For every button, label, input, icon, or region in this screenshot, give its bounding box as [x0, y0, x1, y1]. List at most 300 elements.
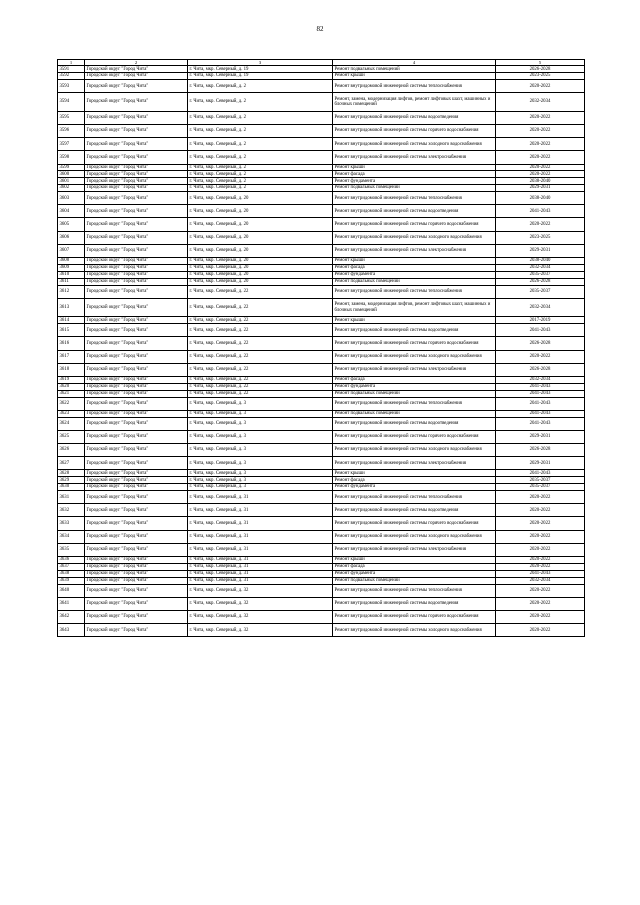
period-cell: 2032-2034 [496, 577, 585, 584]
period-cell: 2020-2022 [496, 491, 585, 504]
address-cell: г. Чита, мкр. Северный, д. 3 [188, 397, 333, 410]
address-cell: г. Чита, мкр. Северный, д. 19 [188, 66, 333, 73]
row-number-cell: 3611 [58, 278, 85, 285]
period-cell: 2020-2022 [496, 350, 585, 363]
address-cell: г. Чита, мкр. Северный, д. 31 [188, 570, 333, 577]
address-cell: г. Чита, мкр. Северный, д. 2 [188, 178, 333, 185]
table-row [58, 584, 585, 597]
period-cell: 2032-2034 [496, 376, 585, 383]
work-type-cell: Ремонт внутридомовой инженерной системы водоотведения [333, 205, 496, 218]
period-cell: 2032-2034 [496, 93, 585, 112]
row-number-cell: 3630 [58, 484, 85, 491]
row-number-cell: 3601 [58, 178, 85, 185]
table-row [58, 164, 585, 171]
municipality-cell: Городской округ "Город Чита" [85, 470, 188, 477]
municipality-cell: Городской округ "Город Чита" [85, 178, 188, 185]
municipality-cell: Городской округ "Город Чита" [85, 258, 188, 265]
municipality-cell: Городской округ "Город Чита" [85, 324, 188, 337]
municipality-cell: Городской округ "Город Чита" [85, 563, 188, 570]
table-row [58, 363, 585, 376]
table-row [58, 317, 585, 324]
row-number-cell: 3605 [58, 218, 85, 231]
period-cell: 2029-2031 [496, 457, 585, 470]
row-number-cell: 3595 [58, 111, 85, 124]
address-cell: г. Чита, мкр. Северный, д. 3 [188, 477, 333, 484]
municipality-cell: Городской округ "Город Чита" [85, 298, 188, 317]
period-cell: 2020-2022 [496, 584, 585, 597]
work-type-cell: Ремонт подвальных помещений [333, 390, 496, 397]
table-row [58, 417, 585, 430]
row-number-cell: 3593 [58, 80, 85, 93]
address-cell: г. Чита, мкр. Северный, д. 22 [188, 324, 333, 337]
address-cell: г. Чита, мкр. Северный, д. 22 [188, 317, 333, 324]
row-number-cell: 3635 [58, 543, 85, 556]
municipality-cell: Городской округ "Город Чита" [85, 624, 188, 637]
municipality-cell: Городской округ "Город Чита" [85, 517, 188, 530]
municipality-cell: Городской округ "Город Чита" [85, 350, 188, 363]
municipality-cell: Городской округ "Город Чита" [85, 231, 188, 244]
municipality-cell: Городской округ "Город Чита" [85, 530, 188, 543]
table-row [58, 244, 585, 257]
period-cell: 2041-2043 [496, 470, 585, 477]
municipality-cell: Городской округ "Город Чита" [85, 111, 188, 124]
row-number-cell: 3641 [58, 597, 85, 610]
work-type-cell: Ремонт внутридомовой инженерной системы теплоснабжения [333, 192, 496, 205]
row-number-cell: 3606 [58, 231, 85, 244]
table-row [58, 390, 585, 397]
work-type-cell: Ремонт крыши [333, 164, 496, 171]
address-cell: г. Чита, мкр. Северный, д. 20 [188, 244, 333, 257]
municipality-cell: Городской округ "Город Чита" [85, 271, 188, 278]
work-type-cell: Ремонт, замена, модернизация лифтов, ремонт лифтовых шахт, машинных и блочных помещений [333, 93, 496, 112]
address-cell: г. Чита, мкр. Северный, д. 2 [188, 124, 333, 137]
table-row [58, 124, 585, 137]
period-cell: 2020-2022 [496, 530, 585, 543]
row-number-cell: 3621 [58, 390, 85, 397]
period-cell: 2020-2022 [496, 138, 585, 151]
address-cell: г. Чита, мкр. Северный, д. 32 [188, 624, 333, 637]
work-type-cell: Ремонт фундамента [333, 570, 496, 577]
municipality-cell: Городской округ "Город Чита" [85, 317, 188, 324]
work-type-cell: Ремонт внутридомовой инженерной системы горячего водоснабжения [333, 517, 496, 530]
row-number-cell: 3639 [58, 577, 85, 584]
work-type-cell: Ремонт внутридомовой инженерной системы холодного водоснабжения [333, 231, 496, 244]
row-number-cell: 3618 [58, 363, 85, 376]
row-number-cell: 3604 [58, 205, 85, 218]
period-cell: 2035-2037 [496, 285, 585, 298]
municipality-cell: Городской округ "Город Чита" [85, 504, 188, 517]
address-cell: г. Чита, мкр. Северный, д. 22 [188, 390, 333, 397]
table-row [58, 185, 585, 192]
address-cell: г. Чита, мкр. Северный, д. 22 [188, 376, 333, 383]
row-number-cell: 3609 [58, 264, 85, 271]
table-row [58, 66, 585, 73]
table-row [58, 376, 585, 383]
address-cell: г. Чита, мкр. Северный, д. 20 [188, 205, 333, 218]
municipality-cell: Городской округ "Город Чита" [85, 570, 188, 577]
table-row [58, 477, 585, 484]
address-cell: г. Чита, мкр. Северный, д. 3 [188, 430, 333, 443]
row-number-cell: 3615 [58, 324, 85, 337]
period-cell: 2023-2025 [496, 73, 585, 80]
municipality-cell: Городской округ "Город Чита" [85, 363, 188, 376]
work-type-cell: Ремонт внутридомовой инженерной системы электроснабжения [333, 363, 496, 376]
address-cell: г. Чита, мкр. Северный, д. 31 [188, 563, 333, 570]
row-number-cell: 3638 [58, 570, 85, 577]
period-cell: 2038-2040 [496, 192, 585, 205]
table-row [58, 138, 585, 151]
municipality-cell: Городской округ "Город Чита" [85, 171, 188, 178]
row-number-cell: 3598 [58, 151, 85, 164]
municipality-cell: Городской округ "Город Чита" [85, 73, 188, 80]
row-number-cell: 3617 [58, 350, 85, 363]
work-type-cell: Ремонт фундамента [333, 271, 496, 278]
row-number-cell: 3620 [58, 383, 85, 390]
address-cell: г. Чита, мкр. Северный, д. 31 [188, 491, 333, 504]
period-cell: 2038-2040 [496, 258, 585, 265]
work-type-cell: Ремонт внутридомовой инженерной системы электроснабжения [333, 151, 496, 164]
work-type-cell: Ремонт крыши [333, 317, 496, 324]
table-row [58, 337, 585, 350]
period-cell: 2041-2043 [496, 205, 585, 218]
period-cell: 2020-2022 [496, 557, 585, 564]
address-cell: г. Чита, мкр. Северный, д. 3 [188, 410, 333, 417]
municipality-cell: Городской округ "Город Чита" [85, 164, 188, 171]
row-number-cell: 3596 [58, 124, 85, 137]
table-row [58, 111, 585, 124]
table-row [58, 73, 585, 80]
work-type-cell: Ремонт, замена, модернизация лифтов, ремонт лифтовых шахт, машинных и блочных помещений [333, 298, 496, 317]
period-cell: 2020-2022 [496, 218, 585, 231]
work-type-cell: Ремонт крыши [333, 470, 496, 477]
work-type-cell: Ремонт фундамента [333, 178, 496, 185]
address-cell: г. Чита, мкр. Северный, д. 19 [188, 73, 333, 80]
work-type-cell: Ремонт фасада [333, 264, 496, 271]
municipality-cell: Городской округ "Город Чита" [85, 557, 188, 564]
period-cell: 2026-2028 [496, 363, 585, 376]
period-cell: 2041-2043 [496, 417, 585, 430]
row-number-cell: 3637 [58, 563, 85, 570]
table-row [58, 80, 585, 93]
period-cell: 2020-2022 [496, 543, 585, 556]
period-cell: 2029-2031 [496, 244, 585, 257]
row-number-cell: 3591 [58, 66, 85, 73]
municipality-cell: Городской округ "Город Чита" [85, 264, 188, 271]
period-cell: 2020-2022 [496, 610, 585, 623]
row-number-cell: 3600 [58, 171, 85, 178]
table-row [58, 504, 585, 517]
address-cell: г. Чита, мкр. Северный, д. 32 [188, 584, 333, 597]
table-row [58, 543, 585, 556]
period-cell: 2041-2043 [496, 397, 585, 410]
municipality-cell: Городской округ "Город Чита" [85, 457, 188, 470]
municipality-cell: Городской округ "Город Чита" [85, 597, 188, 610]
row-number-cell: 3631 [58, 491, 85, 504]
work-type-cell: Ремонт внутридомовой инженерной системы электроснабжения [333, 457, 496, 470]
address-cell: г. Чита, мкр. Северный, д. 2 [188, 93, 333, 112]
row-number-cell: 3640 [58, 584, 85, 597]
row-number-cell: 3610 [58, 271, 85, 278]
period-cell: 2038-2040 [496, 178, 585, 185]
row-number-cell: 3603 [58, 192, 85, 205]
table-row [58, 278, 585, 285]
work-type-cell: Ремонт фасада [333, 563, 496, 570]
row-number-cell: 3636 [58, 557, 85, 564]
municipality-cell: Городской округ "Город Чита" [85, 151, 188, 164]
table-row [58, 324, 585, 337]
municipality-cell: Городской округ "Город Чита" [85, 383, 188, 390]
address-cell: г. Чита, мкр. Северный, д. 20 [188, 271, 333, 278]
table-row [58, 610, 585, 623]
row-number-cell: 3628 [58, 470, 85, 477]
address-cell: г. Чита, мкр. Северный, д. 2 [188, 151, 333, 164]
address-cell: г. Чита, мкр. Северный, д. 3 [188, 417, 333, 430]
table-row [58, 410, 585, 417]
work-type-cell: Ремонт фундамента [333, 484, 496, 491]
municipality-cell: Городской округ "Город Чита" [85, 376, 188, 383]
period-cell: 2020-2022 [496, 80, 585, 93]
address-cell: г. Чита, мкр. Северный, д. 3 [188, 484, 333, 491]
address-cell: г. Чита, мкр. Северный, д. 31 [188, 504, 333, 517]
table-row [58, 444, 585, 457]
address-cell: г. Чита, мкр. Северный, д. 20 [188, 218, 333, 231]
work-type-cell: Ремонт внутридомовой инженерной системы водоотведения [333, 417, 496, 430]
table-row [58, 192, 585, 205]
period-cell: 2041-2043 [496, 324, 585, 337]
row-number-cell: 3627 [58, 457, 85, 470]
municipality-cell: Городской округ "Город Чита" [85, 80, 188, 93]
work-type-cell: Ремонт внутридомовой инженерной системы горячего водоснабжения [333, 124, 496, 137]
row-number-cell: 3625 [58, 430, 85, 443]
work-type-cell: Ремонт внутридомовой инженерной системы водоотведения [333, 111, 496, 124]
municipality-cell: Городской округ "Город Чита" [85, 185, 188, 192]
address-cell: г. Чита, мкр. Северный, д. 3 [188, 457, 333, 470]
row-number-cell: 3619 [58, 376, 85, 383]
work-type-cell: Ремонт внутридомовой инженерной системы холодного водоснабжения [333, 350, 496, 363]
row-number-cell: 3633 [58, 517, 85, 530]
work-type-cell: Ремонт крыши [333, 73, 496, 80]
municipality-cell: Городской округ "Город Чита" [85, 192, 188, 205]
table-row [58, 178, 585, 185]
address-cell: г. Чита, мкр. Северный, д. 2 [188, 171, 333, 178]
period-cell: 2020-2022 [496, 597, 585, 610]
work-type-cell: Ремонт фундамента [333, 383, 496, 390]
table-row [58, 298, 585, 317]
municipality-cell: Городской округ "Город Чита" [85, 577, 188, 584]
table-row [58, 491, 585, 504]
table-row [58, 624, 585, 637]
table-row [58, 205, 585, 218]
row-number-cell: 3599 [58, 164, 85, 171]
address-cell: г. Чита, мкр. Северный, д. 3 [188, 444, 333, 457]
period-cell: 2020-2022 [496, 171, 585, 178]
work-type-cell: Ремонт крыши [333, 557, 496, 564]
column-header: 3 [188, 60, 333, 66]
period-cell: 2029-2031 [496, 185, 585, 192]
period-cell: 2029-2031 [496, 430, 585, 443]
address-cell: г. Чита, мкр. Северный, д. 31 [188, 557, 333, 564]
work-type-cell: Ремонт внутридомовой инженерной системы теплоснабжения [333, 285, 496, 298]
municipality-cell: Городской округ "Город Чита" [85, 477, 188, 484]
address-cell: г. Чита, мкр. Северный, д. 3 [188, 470, 333, 477]
table-row [58, 470, 585, 477]
municipality-cell: Городской округ "Город Чита" [85, 417, 188, 430]
work-type-cell: Ремонт внутридомовой инженерной системы водоотведения [333, 324, 496, 337]
work-type-cell: Ремонт внутридомовой инженерной системы водоотведения [333, 597, 496, 610]
period-cell: 2035-2037 [496, 271, 585, 278]
row-number-cell: 3623 [58, 410, 85, 417]
table-row [58, 171, 585, 178]
table-row [58, 397, 585, 410]
row-number-cell: 3592 [58, 73, 85, 80]
municipality-cell: Городской округ "Город Чита" [85, 218, 188, 231]
page-number: 82 [316, 25, 324, 33]
address-cell: г. Чита, мкр. Северный, д. 22 [188, 350, 333, 363]
period-cell: 2041-2043 [496, 383, 585, 390]
row-number-cell: 3642 [58, 610, 85, 623]
work-type-cell: Ремонт внутридомовой инженерной системы теплоснабжения [333, 80, 496, 93]
municipality-cell: Городской округ "Город Чита" [85, 93, 188, 112]
work-type-cell: Ремонт внутридомовой инженерной системы электроснабжения [333, 543, 496, 556]
period-cell: 2020-2022 [496, 624, 585, 637]
row-number-cell: 3624 [58, 417, 85, 430]
period-cell: 2020-2022 [496, 164, 585, 171]
municipality-cell: Городской округ "Город Чита" [85, 584, 188, 597]
row-number-cell: 3612 [58, 285, 85, 298]
municipality-cell: Городской округ "Город Чита" [85, 205, 188, 218]
period-cell: 2020-2022 [496, 517, 585, 530]
address-cell: г. Чита, мкр. Северный, д. 20 [188, 258, 333, 265]
municipality-cell: Городской округ "Город Чита" [85, 543, 188, 556]
column-header: 4 [333, 60, 496, 66]
work-type-cell: Ремонт внутридомовой инженерной системы холодного водоснабжения [333, 530, 496, 543]
municipality-cell: Городской округ "Город Чита" [85, 244, 188, 257]
period-cell: 2020-2022 [496, 563, 585, 570]
address-cell: г. Чита, мкр. Северный, д. 20 [188, 231, 333, 244]
municipality-cell: Городской округ "Город Чита" [85, 444, 188, 457]
table-row [58, 563, 585, 570]
work-type-cell: Ремонт внутридомовой инженерной системы водоотведения [333, 504, 496, 517]
table-row [58, 258, 585, 265]
address-cell: г. Чита, мкр. Северный, д. 2 [188, 111, 333, 124]
address-cell: г. Чита, мкр. Северный, д. 22 [188, 298, 333, 317]
period-cell: 2041-2043 [496, 390, 585, 397]
period-cell: 2020-2022 [496, 124, 585, 137]
table-row [58, 383, 585, 390]
address-cell: г. Чита, мкр. Северный, д. 32 [188, 597, 333, 610]
municipality-cell: Городской округ "Город Чита" [85, 491, 188, 504]
address-cell: г. Чита, мкр. Северный, д. 2 [188, 185, 333, 192]
table-row [58, 430, 585, 443]
row-number-cell: 3616 [58, 337, 85, 350]
row-number-cell: 3614 [58, 317, 85, 324]
address-cell: г. Чита, мкр. Северный, д. 32 [188, 610, 333, 623]
period-cell: 2020-2022 [496, 111, 585, 124]
address-cell: г. Чита, мкр. Северный, д. 20 [188, 192, 333, 205]
municipality-cell: Городской округ "Город Чита" [85, 397, 188, 410]
row-number-cell: 3626 [58, 444, 85, 457]
municipality-cell: Городской округ "Город Чита" [85, 138, 188, 151]
municipality-cell: Городской округ "Город Чита" [85, 278, 188, 285]
table-row [58, 457, 585, 470]
table-row [58, 530, 585, 543]
period-cell: 2032-2034 [496, 264, 585, 271]
row-number-cell: 3613 [58, 298, 85, 317]
municipality-cell: Городской округ "Город Чита" [85, 390, 188, 397]
work-type-cell: Ремонт внутридомовой инженерной системы холодного водоснабжения [333, 138, 496, 151]
work-type-cell: Ремонт внутридомовой инженерной системы теплоснабжения [333, 584, 496, 597]
row-number-cell: 3632 [58, 504, 85, 517]
row-number-cell: 3594 [58, 93, 85, 112]
work-type-cell: Ремонт фасада [333, 171, 496, 178]
address-cell: г. Чита, мкр. Северный, д. 31 [188, 577, 333, 584]
work-type-cell: Ремонт внутридомовой инженерной системы горячего водоснабжения [333, 430, 496, 443]
period-cell: 2032-2034 [496, 298, 585, 317]
work-type-cell: Ремонт подвальных помещений [333, 577, 496, 584]
column-header: 5 [496, 60, 585, 66]
work-type-cell: Ремонт подвальных помещений [333, 66, 496, 73]
address-cell: г. Чита, мкр. Северный, д. 22 [188, 285, 333, 298]
work-type-cell: Ремонт внутридомовой инженерной системы горячего водоснабжения [333, 610, 496, 623]
work-type-cell: Ремонт подвальных помещений [333, 185, 496, 192]
work-type-cell: Ремонт крыши [333, 258, 496, 265]
period-cell: 2026-2028 [496, 444, 585, 457]
table-row [58, 557, 585, 564]
work-type-cell: Ремонт внутридомовой инженерной системы электроснабжения [333, 244, 496, 257]
row-number-cell: 3622 [58, 397, 85, 410]
address-cell: г. Чита, мкр. Северный, д. 22 [188, 363, 333, 376]
work-type-cell: Ремонт фасада [333, 376, 496, 383]
column-header: 2 [85, 60, 188, 66]
table-row [58, 484, 585, 491]
table-row [58, 570, 585, 577]
period-cell: 2026-2028 [496, 337, 585, 350]
address-cell: г. Чита, мкр. Северный, д. 2 [188, 164, 333, 171]
address-cell: г. Чита, мкр. Северный, д. 22 [188, 337, 333, 350]
column-header: 1 [58, 60, 85, 66]
table-row [58, 597, 585, 610]
address-cell: г. Чита, мкр. Северный, д. 31 [188, 530, 333, 543]
table-row [58, 93, 585, 112]
municipality-cell: Городской округ "Город Чита" [85, 285, 188, 298]
period-cell: 2041-2043 [496, 410, 585, 417]
row-number-cell: 3602 [58, 185, 85, 192]
period-cell: 2023-2025 [496, 231, 585, 244]
period-cell: 2017-2019 [496, 317, 585, 324]
row-number-cell: 3607 [58, 244, 85, 257]
table-row [58, 264, 585, 271]
work-type-cell: Ремонт внутридомовой инженерной системы теплоснабжения [333, 491, 496, 504]
period-cell: 2026-2028 [496, 66, 585, 73]
table-row [58, 151, 585, 164]
table-row [58, 218, 585, 231]
municipality-cell: Городской округ "Город Чита" [85, 124, 188, 137]
works-schedule-table [57, 59, 585, 637]
address-cell: г. Чита, мкр. Северный, д. 20 [188, 264, 333, 271]
address-cell: г. Чита, мкр. Северный, д. 31 [188, 517, 333, 530]
period-cell: 2020-2022 [496, 504, 585, 517]
municipality-cell: Городской округ "Город Чита" [85, 337, 188, 350]
period-cell: 2020-2022 [496, 151, 585, 164]
work-type-cell: Ремонт подвальных помещений [333, 410, 496, 417]
work-type-cell: Ремонт внутридомовой инженерной системы горячего водоснабжения [333, 218, 496, 231]
table-row [58, 285, 585, 298]
municipality-cell: Городской округ "Город Чита" [85, 484, 188, 491]
municipality-cell: Городской округ "Город Чита" [85, 66, 188, 73]
table-row [58, 271, 585, 278]
row-number-cell: 3629 [58, 477, 85, 484]
period-cell: 2035-2037 [496, 484, 585, 491]
